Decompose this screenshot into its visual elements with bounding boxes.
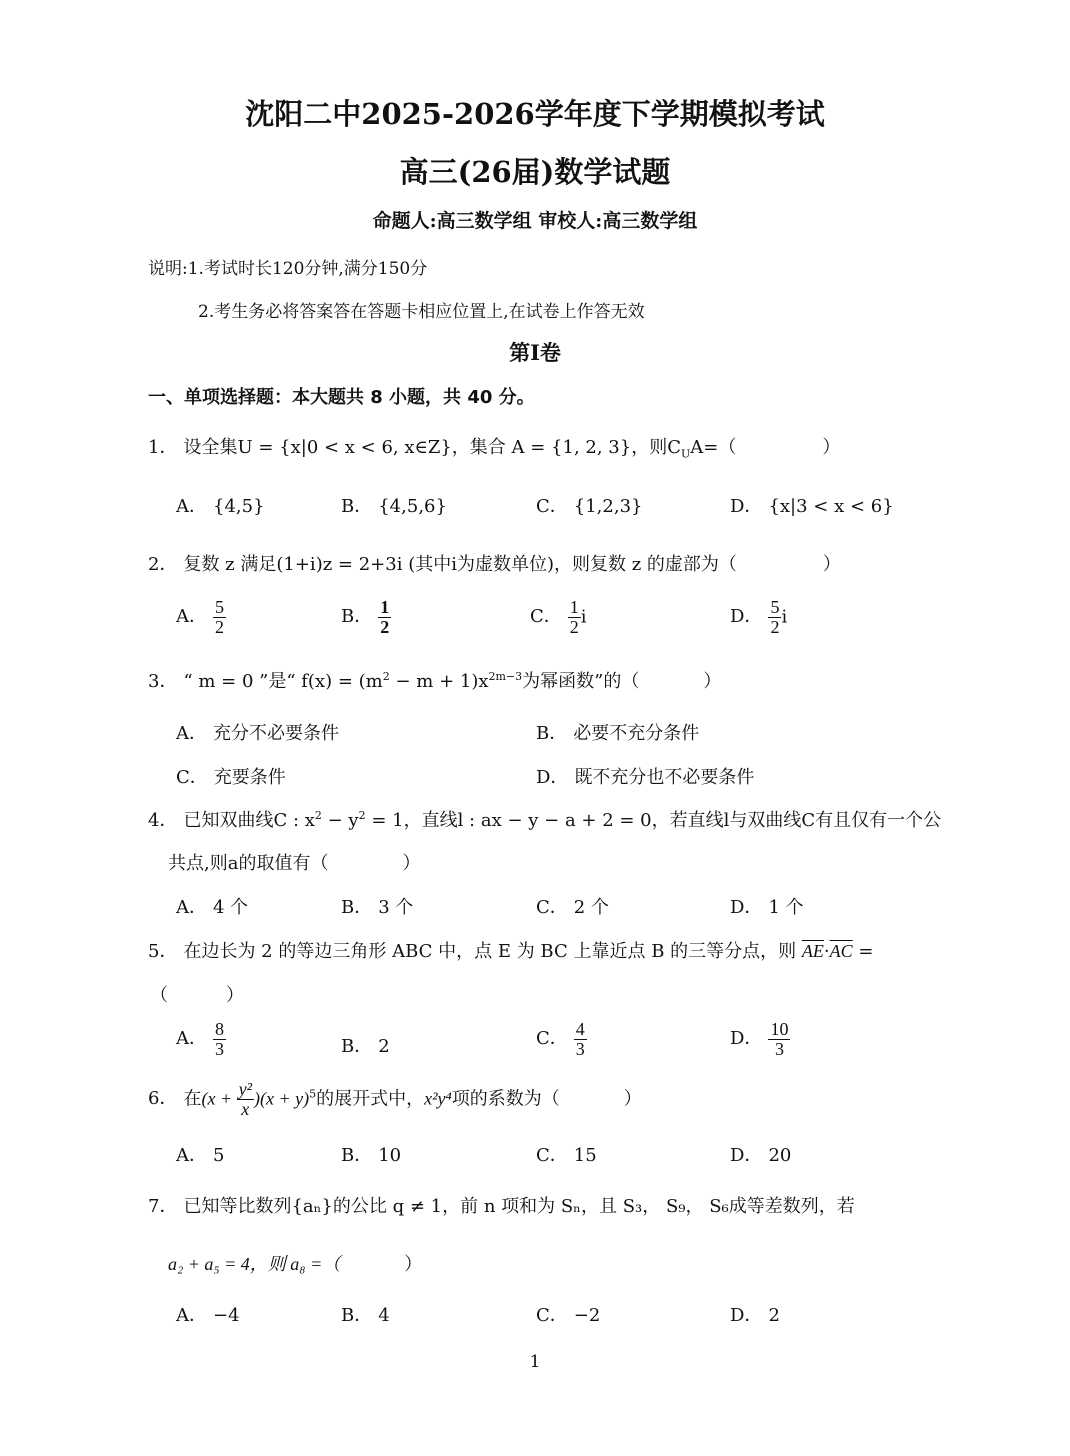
option-b: B． $\frac{1}{2}$ — [341, 597, 390, 637]
option-d: D． 既不充分也不必要条件 — [536, 767, 755, 788]
option-d: D． $\frac{5}{2}$ i — [730, 597, 788, 637]
term: x²y⁴ — [424, 1088, 452, 1109]
subscript: U — [680, 447, 691, 461]
option-d: D． $\frac{10}{3}$ — [730, 1019, 789, 1059]
expression: (x + — [201, 1088, 237, 1109]
superscript: 2 — [358, 809, 366, 822]
question-text: “ m = 0 ”是“ f(x) = (m — [183, 671, 383, 692]
question-text: 共点,则a的取值有（ — [168, 853, 329, 874]
close-paren: ） — [703, 671, 722, 692]
open-paren: （ — [150, 985, 168, 1006]
option-a: A． 4 个 — [176, 897, 249, 918]
question-1 — [148, 433, 840, 461]
option-a: A． $\frac{5}{2}$ — [176, 597, 224, 637]
section-heading: 一、单项选择题：本大题共 8 小题，共 40 分。 — [148, 387, 535, 408]
question-text: 项的系数为（ — [451, 1088, 560, 1110]
option-c: C． {1,2,3} — [536, 496, 643, 517]
fraction: $\frac{\text{y²}}{x}$ — [238, 1079, 252, 1119]
volume-heading: 第Ⅰ卷 — [509, 340, 561, 365]
question-number: 5． — [148, 941, 178, 962]
option-a: A． {4,5} — [176, 496, 265, 517]
option-d: D． {x|3 < x < 6} — [730, 496, 894, 517]
note-line-1: 说明:1.考试时长120分钟,满分150分 — [148, 259, 428, 279]
question-4 — [148, 806, 941, 832]
option-c: C． 15 — [536, 1145, 597, 1166]
close-paren: ） — [226, 985, 244, 1006]
equals-sign: = — [852, 941, 874, 962]
question-5 — [148, 937, 873, 963]
option-c: C． $\frac{1}{2}$ i — [530, 597, 587, 637]
vector-ae: $\overline{AE}$ — [801, 941, 824, 961]
close-paren: ） — [822, 437, 841, 458]
option-b: B． 3 个 — [341, 897, 414, 918]
option-c: C． 2 个 — [536, 897, 609, 918]
option-d: D． 1 个 — [730, 897, 804, 918]
question-text: − y — [321, 810, 359, 831]
option-b: B． {4,5,6} — [341, 496, 447, 517]
question-text: a₂ + a₅ = 4，则 a₈ =（ — [168, 1254, 341, 1274]
exam-subtitle: 高三(26届)数学试题 — [399, 155, 671, 189]
question-7-continued — [168, 1250, 422, 1276]
question-number: 2． — [148, 554, 178, 575]
question-6 — [148, 1080, 642, 1119]
question-text: 复数 z 满足(1+i)z = 2+3i (其中i为虚数单位)，则复数 z 的虚部为（ — [183, 554, 737, 575]
superscript: 2 — [382, 670, 390, 683]
option-a: A． −4 — [176, 1305, 240, 1326]
question-3 — [148, 667, 721, 693]
dot-operator: · — [823, 941, 830, 962]
option-c: C． −2 — [536, 1305, 601, 1326]
question-number: 1． — [148, 437, 178, 458]
question-text: 在 — [183, 1088, 202, 1110]
close-paren: ） — [402, 853, 421, 874]
question-text: 为幂函数”的（ — [522, 671, 640, 692]
superscript: 2m−3 — [488, 670, 523, 683]
question-number: 6． — [148, 1088, 178, 1110]
question-text: 在边长为 2 的等边三角形 ABC 中，点 E 为 BC 上靠近点 B 的三等分点，则 — [183, 941, 802, 962]
question-5-continued — [150, 981, 244, 1007]
vector-ac: $\overline{AC}$ — [829, 941, 853, 961]
question-7 — [148, 1192, 855, 1218]
close-paren: ） — [404, 1254, 423, 1275]
exam-title: 沈阳二中2025-2026学年度下学期模拟考试 — [245, 97, 825, 131]
option-c: C． 充要条件 — [176, 767, 286, 788]
question-number: 4． — [148, 810, 178, 831]
option-a: A． $\frac{8}{3}$ — [176, 1019, 224, 1059]
close-paren: ） — [822, 554, 841, 575]
expression: )(x + y) — [253, 1088, 310, 1109]
question-2 — [148, 550, 841, 576]
exam-authors: 命题人:高三数学组 审校人:高三数学组 — [372, 210, 698, 232]
close-paren: ） — [623, 1088, 642, 1110]
option-a: A． 充分不必要条件 — [176, 723, 339, 744]
option-c: C． $\frac{4}{3}$ — [536, 1019, 585, 1059]
superscript: 5 — [309, 1087, 317, 1101]
question-4-continued — [168, 849, 420, 875]
note-line-2: 2.考生务必将答案答在答题卡相应位置上,在试卷上作答无效 — [198, 302, 645, 322]
option-b: B． 4 — [341, 1305, 390, 1326]
question-text: 的展开式中， — [316, 1088, 425, 1110]
option-d: D． 2 — [730, 1305, 780, 1326]
option-b: B． 10 — [341, 1145, 402, 1166]
question-text: 已知双曲线C : x — [183, 810, 315, 831]
question-text: 设全集U = {x|0 < x < 6, x∈Z}，集合 A = {1, 2, 3}，则C — [183, 437, 681, 458]
option-d: D． 20 — [730, 1145, 792, 1166]
question-text: − m + 1)x — [389, 671, 489, 692]
question-text: 已知等比数列{aₙ}的公比 q ≠ 1，前 n 项和为 Sₙ，且 S₃， S₉， S₆成等差数列，若 — [183, 1196, 855, 1217]
question-number: 3． — [148, 671, 178, 692]
option-b: B． 必要不充分条件 — [536, 723, 700, 744]
superscript: 2 — [314, 809, 322, 822]
question-text-end: A=（ — [690, 437, 737, 458]
page-number: 1 — [529, 1352, 541, 1372]
question-text: = 1，直线l : ax − y − a + 2 = 0，若直线l与双曲线C有且仅有一个公 — [365, 810, 942, 831]
option-a: A． 5 — [176, 1145, 225, 1166]
option-b: B． 2 — [341, 1036, 390, 1057]
question-number: 7． — [148, 1196, 178, 1217]
